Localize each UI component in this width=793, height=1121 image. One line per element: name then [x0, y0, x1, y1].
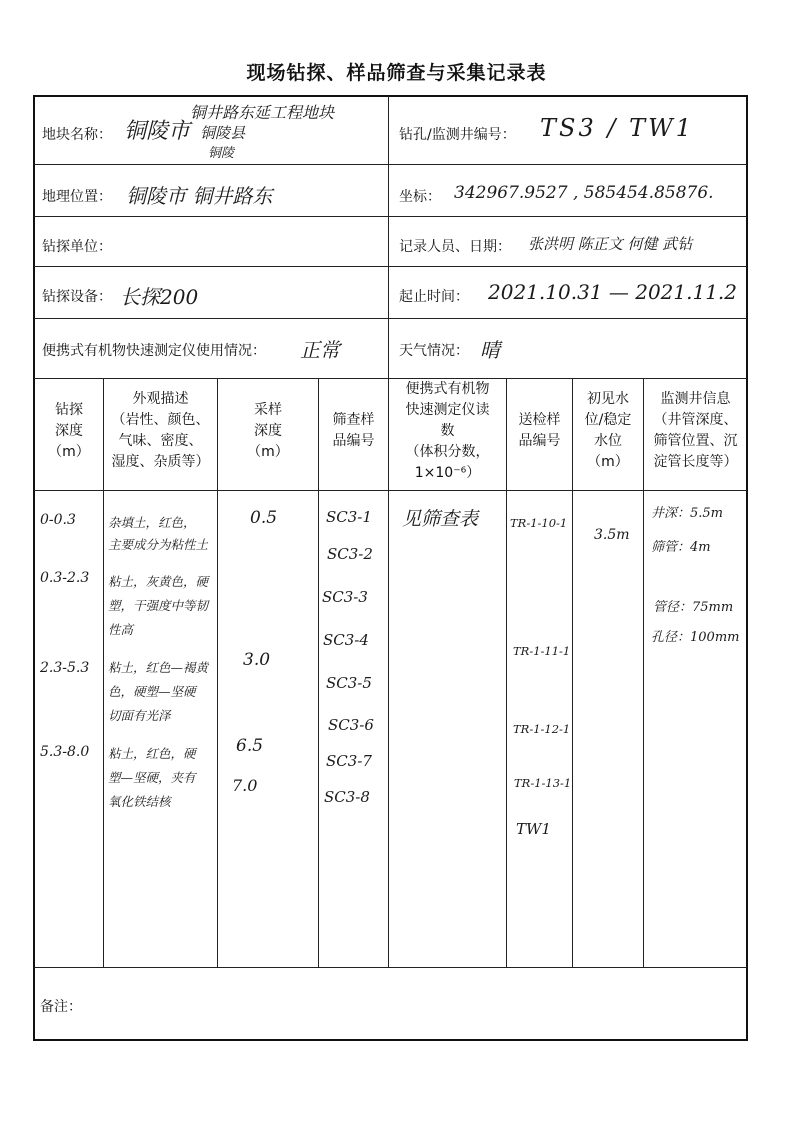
sent-id-entry: TW1 [516, 820, 551, 838]
time-value: 2021.10.31 — 2021.11.2 [488, 280, 738, 304]
weather-value: 晴 [480, 338, 500, 362]
time-label: 起止时间： [399, 289, 469, 305]
depth-entry: 0.3-2.3 [40, 570, 90, 586]
column-divider [217, 378, 218, 967]
screen-id-entry: SC3-3 [322, 588, 368, 606]
row-divider [34, 318, 747, 319]
header-sample-depth: 采样 深度 （m） [247, 402, 289, 460]
header-well-info: 监测井信息 （井管深度、 筛管位置、沉 淀管长度等） [653, 391, 738, 470]
drilling-unit-label: 钻探单位： [42, 239, 112, 255]
sample-depth-entry: 3.0 [243, 650, 271, 670]
remarks-label: 备注： [40, 999, 82, 1015]
detector-value: 正常 [300, 338, 340, 362]
sample-depth-entry: 7.0 [232, 776, 258, 795]
well-info-entry: 孔径：100mm [651, 630, 740, 645]
header-sent-id: 送检样 品编号 [518, 412, 561, 449]
equipment-label: 钻探设备： [42, 289, 112, 305]
header-reading: 便携式有机物 快速测定仪读 数 （体积分数， 1×10⁻⁶） [405, 381, 490, 481]
description-entry: 杂填土，红色， 主要成分为粘性土 [108, 515, 209, 552]
row-divider [34, 216, 747, 217]
sent-id-entry: TR-1-10-1 [510, 516, 568, 530]
recorder-value: 张洪明 陈正文 何健 武钻 [528, 235, 693, 253]
sample-depth-entry: 6.5 [236, 736, 264, 756]
depth-entry: 0-0.3 [40, 512, 76, 528]
parcel-value: 铜陵市 [124, 119, 191, 144]
header-water-level: 初见水 位/稳定 水位 （m） [584, 391, 632, 470]
screen-id-entry: SC3-4 [323, 631, 369, 649]
sample-depth-entry: 0.5 [250, 508, 278, 528]
equipment-value: 长探200 [120, 285, 199, 309]
column-divider [506, 378, 507, 967]
screen-id-entry: SC3-8 [324, 788, 370, 806]
row-divider [34, 490, 747, 491]
header-depth: 钻探 深度 （m） [48, 402, 90, 460]
depth-entry: 2.3-5.3 [40, 660, 90, 676]
well-info-entry: 井深：5.5m [651, 506, 724, 521]
location-label: 地理位置： [42, 189, 112, 205]
row-divider [34, 967, 747, 968]
coords-label: 坐标： [399, 189, 441, 205]
sent-id-entry: TR-1-12-1 [513, 722, 571, 736]
water-level-entry: 3.5m [594, 527, 630, 543]
well-value: TS3 / TW1 [540, 114, 695, 142]
parcel-value-note: 铜陵 [208, 146, 235, 161]
sent-id-entry: TR-1-11-1 [513, 644, 571, 658]
screen-id-entry: SC3-1 [326, 508, 372, 526]
description-entry: 粘土，红色，硬 塑—坚硬，夹有 氧化铁结核 [108, 746, 196, 809]
column-divider [388, 96, 389, 378]
location-value: 铜陵市 铜井路东 [126, 184, 273, 208]
header-screen-id: 筛查样 品编号 [332, 412, 375, 449]
form-title: 现场钻探、样品筛查与采集记录表 [246, 62, 547, 84]
row-divider [34, 164, 747, 165]
well-label: 钻孔/监测井编号： [399, 127, 516, 143]
detector-label: 便携式有机物快速测定仪使用情况： [42, 343, 266, 359]
sent-id-entry: TR-1-13-1 [514, 776, 572, 790]
weather-label: 天气情况： [399, 343, 469, 359]
parcel-label: 地块名称： [42, 127, 112, 143]
screen-id-entry: SC3-7 [326, 752, 372, 770]
header-description: 外观描述 （岩性、颜色、 气味、密度、 湿度、杂质等） [111, 391, 210, 470]
coords-value: 342967.9527 , 585454.85876. [454, 183, 714, 203]
column-divider [318, 378, 319, 967]
description-entry: 粘土，灰黄色，硬 塑，干强度中等韧 性高 [108, 574, 209, 637]
row-divider [34, 266, 747, 267]
well-info-entry: 筛管：4m [651, 540, 711, 555]
reading-entry: 见筛查表 [402, 508, 479, 530]
screen-id-entry: SC3-5 [326, 674, 372, 692]
depth-entry: 5.3-8.0 [40, 744, 90, 760]
parcel-value-strike: 铜陵县 [200, 124, 246, 142]
recorder-label: 记录人员、日期： [399, 239, 511, 255]
screen-id-entry: SC3-6 [328, 716, 374, 734]
description-entry: 粘土，红色—褐黄 色，硬塑—坚硬 切面有光泽 [108, 660, 209, 723]
parcel-value-insert: 铜井路东延工程地块 [190, 103, 335, 122]
well-info-entry: 管径：75mm [653, 600, 734, 615]
screen-id-entry: SC3-2 [327, 545, 373, 563]
